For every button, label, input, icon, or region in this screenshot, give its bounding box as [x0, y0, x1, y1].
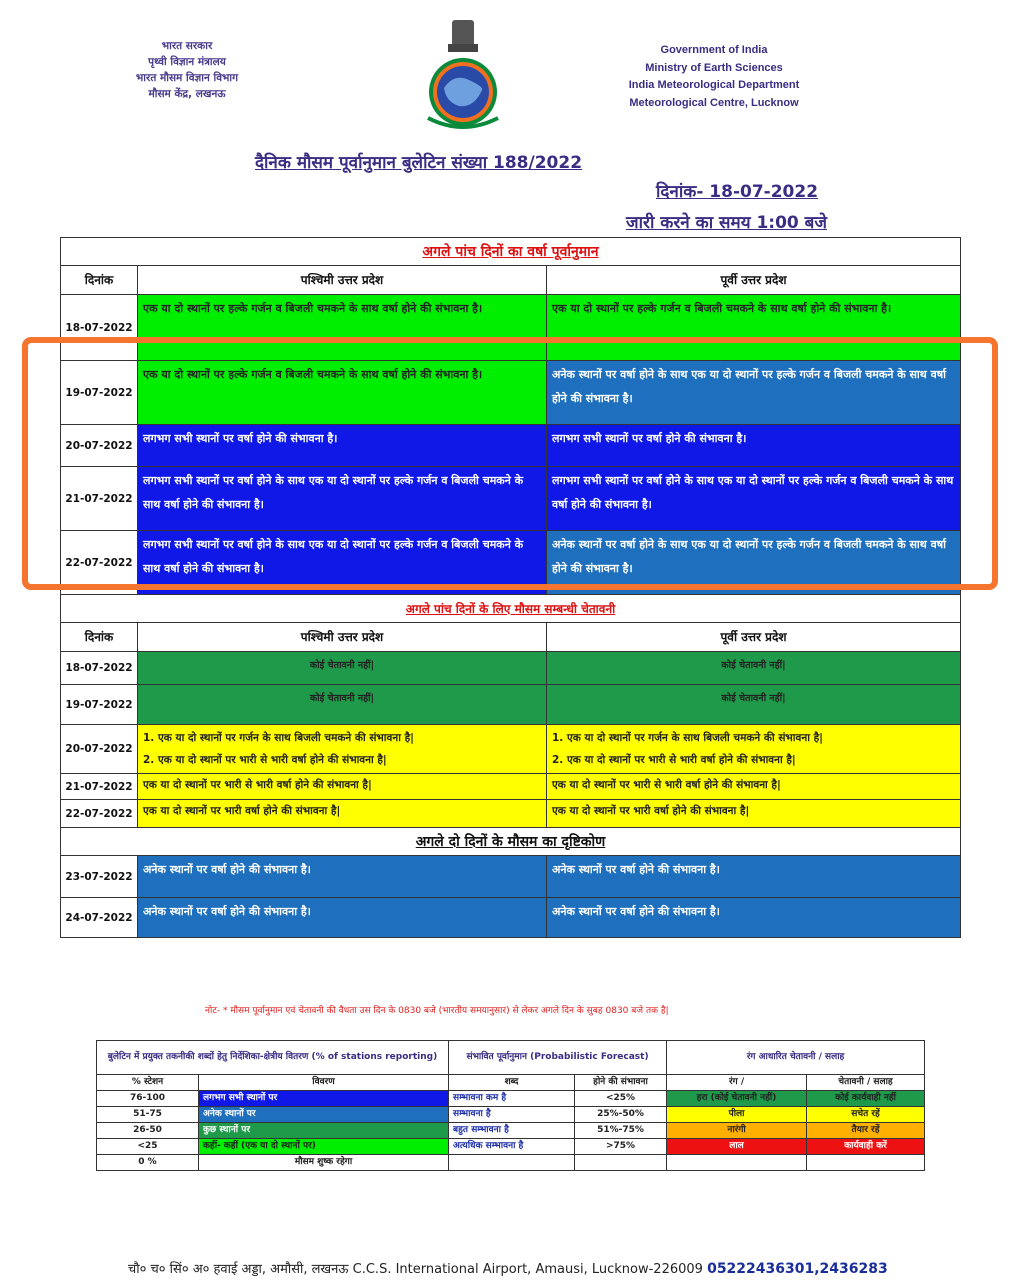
table-row: [61, 774, 961, 800]
legend-prob: 25%-50%: [575, 1107, 667, 1123]
col-date-header: दिनांक: [61, 623, 138, 652]
legend-empty: [807, 1155, 925, 1171]
warning-east-cell: एक या दो स्थानों पर भारी से भारी वर्षा होने की संभावना है|: [547, 774, 961, 800]
warning-line: 2. एक या दो स्थानों पर भारी से भारी वर्षा होने की संभावना है|: [552, 754, 796, 766]
legend-desc: अनेक स्थानों पर: [199, 1107, 449, 1123]
legend-advice: कार्यवाही करें: [807, 1139, 925, 1155]
table-row: [61, 800, 961, 828]
outlook-east-cell: अनेक स्थानों पर वर्षा होने की संभावना है।: [547, 856, 961, 898]
legend-pct: 0 %: [97, 1155, 199, 1171]
legend-sub-header: % स्टेशन: [97, 1075, 199, 1091]
footer-phones: 05222436301,2436283: [707, 1261, 888, 1277]
legend-sub-header: शब्द: [449, 1075, 575, 1091]
table-row: [61, 531, 961, 595]
col-east-header: पूर्वी उत्तर प्रदेश: [547, 266, 961, 295]
legend-word: बहुत सम्भावना है: [449, 1123, 575, 1139]
issue-date: दिनांक- 18-07-2022: [656, 182, 819, 202]
section-row: [61, 595, 961, 623]
footer-address: [128, 1259, 888, 1277]
table-row: [61, 725, 961, 774]
warning-west-cell: एक या दो स्थानों पर भारी से भारी वर्षा होने की संभावना है|: [138, 774, 547, 800]
legend-advice: कोई कार्यवाही नहीं: [807, 1091, 925, 1107]
hindi-header-line: मौसम केंद्र, लखनऊ: [148, 88, 226, 100]
date-cell: 23-07-2022: [61, 856, 138, 898]
warning-east-cell: कोई चेतावनी नहीं|: [547, 652, 961, 685]
table-row: [61, 467, 961, 531]
legend-pct: 76-100: [97, 1091, 199, 1107]
english-header-line: Government of India: [660, 44, 768, 56]
warnings-title: अगले पांच दिनों के लिए मौसम सम्बन्धी चेतावनी: [61, 595, 961, 623]
english-header-line: India Meteorological Department: [628, 79, 800, 91]
date-cell: 19-07-2022: [61, 361, 138, 425]
legend-color: पीला: [667, 1107, 807, 1123]
forecast-east-cell: अनेक स्थानों पर वर्षा होने के साथ एक या दो स्थानों पर हल्के गर्जन व बिजली चमकने के साथ वर्षा होने की संभावना है।: [547, 361, 961, 425]
date-cell: 24-07-2022: [61, 898, 138, 938]
header-row: [61, 623, 961, 652]
legend-row: [97, 1139, 925, 1155]
legend-pct: 26-50: [97, 1123, 199, 1139]
legend-color: नारंगी: [667, 1123, 807, 1139]
warning-line: 1. एक या दो स्थानों पर गर्जन के साथ बिजली चमकने की संभावना है|: [143, 732, 414, 744]
legend-row: [97, 1107, 925, 1123]
legend-sub-header: विवरण: [199, 1075, 449, 1091]
warning-west-cell: कोई चेतावनी नहीं|: [138, 685, 547, 725]
legend-sub-header: चेतावनी / सलाह: [807, 1075, 925, 1091]
forecast-west-cell: लगभग सभी स्थानों पर वर्षा होने की संभावना है।: [138, 425, 547, 467]
issue-time: जारी करने का समय 1:00 बजे: [626, 213, 827, 233]
forecast-east-cell: लगभग सभी स्थानों पर वर्षा होने के साथ एक या दो स्थानों पर हल्के गर्जन व बिजली चमकने के साथ वर्षा होने की संभावना है।: [547, 467, 961, 531]
legend-advice: सचेत रहें: [807, 1107, 925, 1123]
legend-color: हरा (कोई चेतावनी नहीं): [667, 1091, 807, 1107]
legend-prob: >75%: [575, 1139, 667, 1155]
table-row: [61, 361, 961, 425]
legend-empty: [667, 1155, 807, 1171]
col-west-header: पश्चिमी उत्तर प्रदेश: [138, 623, 547, 652]
table-row: [61, 652, 961, 685]
legend-sub-header: होने की संभावना: [575, 1075, 667, 1091]
forecast-west-cell: एक या दो स्थानों पर हल्के गर्जन व बिजली चमकने के साथ वर्षा होने की संभावना है।: [138, 361, 547, 425]
header-row: [61, 266, 961, 295]
legend-header-row: [97, 1041, 925, 1075]
warning-east-cell: [547, 725, 961, 774]
col-east-header: पूर्वी उत्तर प्रदेश: [547, 623, 961, 652]
legend-row: [97, 1155, 925, 1171]
date-cell: 19-07-2022: [61, 685, 138, 725]
legend-row: [97, 1091, 925, 1107]
legend-color-header: रंग आधारित चेतावनी / सलाह: [667, 1041, 925, 1075]
legend-distribution-header: बुलेटिन में प्रयुक्त तकनीकी शब्दों हेतु निर्देशिका-क्षेत्रीय वितरण (% of stations reporting): [97, 1041, 449, 1075]
outlook-west-cell: अनेक स्थानों पर वर्षा होने की संभावना है।: [138, 898, 547, 938]
legend-empty: [449, 1155, 575, 1171]
hindi-org-header: [112, 38, 262, 102]
warning-line: 2. एक या दो स्थानों पर भारी से भारी वर्षा होने की संभावना है|: [143, 754, 387, 766]
col-west-header: पश्चिमी उत्तर प्रदेश: [138, 266, 547, 295]
table-row: [61, 425, 961, 467]
legend-sub-header: रंग /: [667, 1075, 807, 1091]
imd-emblem-logo: [424, 18, 502, 130]
legend-empty: [575, 1155, 667, 1171]
legend-pct: 51-75: [97, 1107, 199, 1123]
legend-prob: <25%: [575, 1091, 667, 1107]
legend-sub-row: [97, 1075, 925, 1091]
forecast-east-cell: लगभग सभी स्थानों पर वर्षा होने की संभावना है।: [547, 425, 961, 467]
legend-row: [97, 1123, 925, 1139]
warning-east-cell: कोई चेतावनी नहीं|: [547, 685, 961, 725]
footer-address-text: चौ० च० सिं० अ० हवाई अड्डा, अमौसी, लखनऊ C.C.S. International Airport, Amausi, Lucknow-226009: [128, 1262, 703, 1277]
bulletin-table: [60, 237, 961, 938]
forecast-west-cell: एक या दो स्थानों पर हल्के गर्जन व बिजली चमकने के साथ वर्षा होने की संभावना है।: [138, 295, 547, 361]
outlook-east-cell: अनेक स्थानों पर वर्षा होने की संभावना है।: [547, 898, 961, 938]
outlook-title: अगले दो दिनों के मौसम का दृष्टिकोण: [61, 828, 961, 856]
table-row: [61, 685, 961, 725]
date-cell: 20-07-2022: [61, 425, 138, 467]
hindi-header-line: भारत मौसम विज्ञान विभाग: [135, 72, 239, 84]
date-cell: 22-07-2022: [61, 531, 138, 595]
warning-line: 1. एक या दो स्थानों पर गर्जन के साथ बिजली चमकने की संभावना है|: [552, 732, 823, 744]
validity-note: नोट- * मौसम पूर्वानुमान एवं चेतावनी की वैधता उस दिन के 0830 बजे (भारतीय समयानुसार) से लेकर अगले दिन के सुबह 0830 बजे तक है|: [205, 1006, 669, 1016]
table-row: [61, 898, 961, 938]
legend-desc: कहीं- कहीं (एक या दो स्थानों पर): [199, 1139, 449, 1155]
bulletin-title: दैनिक मौसम पूर्वानुमान बुलेटिन संख्या 188/2022: [255, 153, 583, 173]
english-header-line: Ministry of Earth Sciences: [645, 61, 783, 74]
legend-prob: 51%-75%: [575, 1123, 667, 1139]
warning-east-cell: एक या दो स्थानों पर भारी वर्षा होने की संभावना है|: [547, 800, 961, 828]
legend-word: सम्भावना है: [449, 1107, 575, 1123]
legend-word: अत्यधिक सम्भावना है: [449, 1139, 575, 1155]
date-cell: 21-07-2022: [61, 467, 138, 531]
section-row: [61, 828, 961, 856]
legend-desc: मौसम शुष्क रहेगा: [199, 1155, 449, 1171]
warning-west-cell: कोई चेतावनी नहीं|: [138, 652, 547, 685]
legend-word: सम्भावना कम है: [449, 1091, 575, 1107]
forecast-west-cell: लगभग सभी स्थानों पर वर्षा होने के साथ एक या दो स्थानों पर हल्के गर्जन व बिजली चमकने के साथ वर्षा होने की संभावना है।: [138, 467, 547, 531]
legend-table: [96, 1040, 925, 1171]
table-row: [61, 856, 961, 898]
warning-west-cell: एक या दो स्थानों पर भारी वर्षा होने की संभावना है|: [138, 800, 547, 828]
legend-desc: लगभग सभी स्थानों पर: [199, 1091, 449, 1107]
section-row: [61, 238, 961, 266]
date-cell: 21-07-2022: [61, 774, 138, 800]
legend-color: लाल: [667, 1139, 807, 1155]
english-org-header: [604, 42, 824, 112]
outlook-west-cell: अनेक स्थानों पर वर्षा होने की संभावना है।: [138, 856, 547, 898]
warning-west-cell: [138, 725, 547, 774]
english-header-line: Meteorological Centre, Lucknow: [629, 96, 799, 109]
legend-advice: तैयार रहें: [807, 1123, 925, 1139]
rain-forecast-title: अगले पांच दिनों का वर्षा पूर्वानुमान: [61, 238, 961, 266]
legend-desc: कुछ स्थानों पर: [199, 1123, 449, 1139]
date-cell: 18-07-2022: [61, 652, 138, 685]
forecast-west-cell: लगभग सभी स्थानों पर वर्षा होने के साथ एक या दो स्थानों पर हल्के गर्जन व बिजली चमकने के साथ वर्षा होने की संभावना है।: [138, 531, 547, 595]
hindi-header-line: भारत सरकार: [161, 40, 213, 52]
forecast-east-cell: अनेक स्थानों पर वर्षा होने के साथ एक या दो स्थानों पर हल्के गर्जन व बिजली चमकने के साथ वर्षा होने की संभावना है।: [547, 531, 961, 595]
forecast-east-cell: एक या दो स्थानों पर हल्के गर्जन व बिजली चमकने के साथ वर्षा होने की संभावना है।: [547, 295, 961, 361]
legend-pct: <25: [97, 1139, 199, 1155]
hindi-header-line: पृथ्वी विज्ञान मंत्रालय: [148, 56, 226, 68]
col-date-header: दिनांक: [61, 266, 138, 295]
legend-probability-header: संभावित पूर्वानुमान (Probabilistic Forecast): [449, 1041, 667, 1075]
date-cell: 18-07-2022: [61, 295, 138, 361]
date-cell: 20-07-2022: [61, 725, 138, 774]
date-cell: 22-07-2022: [61, 800, 138, 828]
table-row: [61, 295, 961, 361]
